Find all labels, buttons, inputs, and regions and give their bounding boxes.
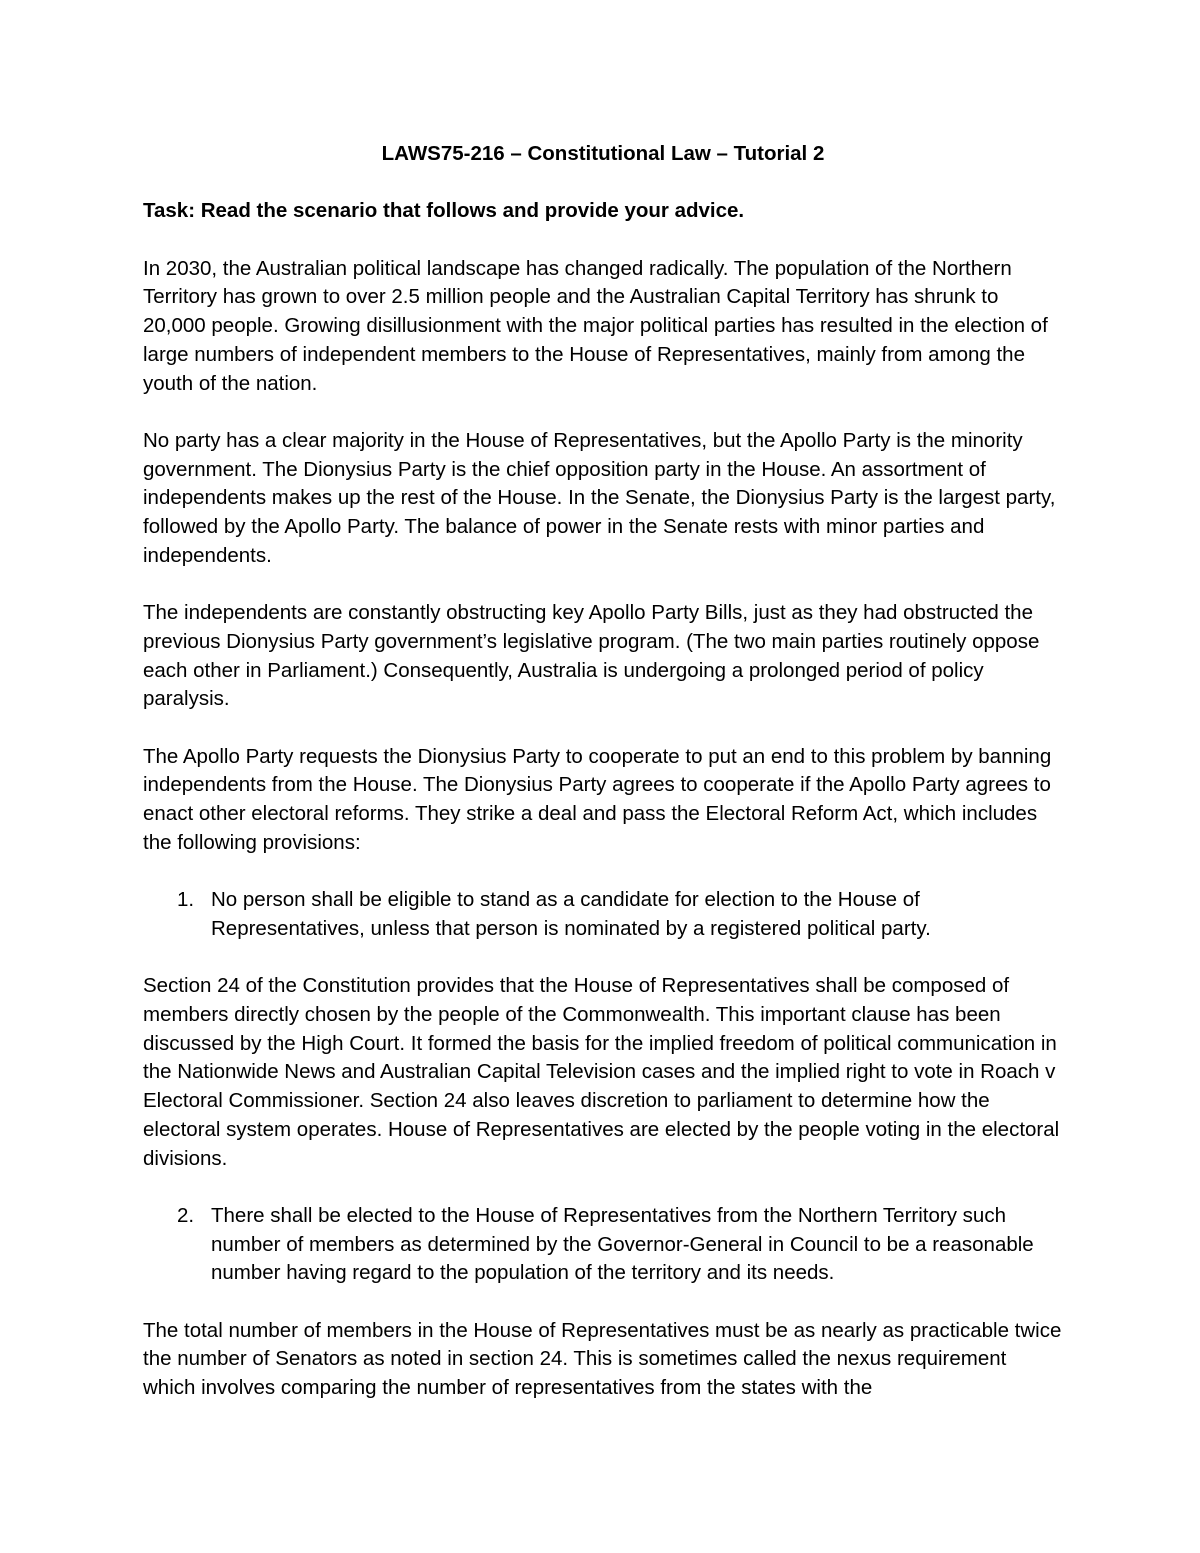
provision-2 <box>143 1202 1063 1288</box>
provision-1-text: No person shall be eligible to stand as a candidate for election to the House of Representatives, unless that person is nominated by a registered political party. <box>211 888 931 940</box>
provision-2-text: There shall be elected to the House of Representatives from the Northern Territory such number of members as determined by the Governor-General in Council to be a reasonable number having regard to the population of the territory and its needs. <box>211 1203 1034 1285</box>
scenario-paragraph-1: In 2030, the Australian political landscape has changed radically. The population of the Northern Territory has grown to over 2.5 million people and the Australian Capital Territory has shrunk to 20,000 people. Growing disillusionment with the major political parties has resulted in the election of large numbers of independent members to the House of Representatives, mainly from among the youth of the nation. <box>143 256 1048 395</box>
provision-2-number: 2. <box>177 1203 195 1227</box>
scenario-paragraph-3: The independents are constantly obstructing key Apollo Party Bills, just as they had obstructed the previous Dionysius Party government’s legislative program. (The two main parties routinely oppose each other in Parliament.) Consequently, Australia is undergoing a prolonged period of policy paralysis. <box>143 601 1040 711</box>
scenario-paragraph-4: The Apollo Party requests the Dionysius Party to cooperate to put an end to this problem by banning independents from the House. The Dionysius Party agrees to cooperate if the Apollo Party agrees to enact other electoral reforms. They strike a deal and pass the Electoral Reform Act, which includes the following provisions: <box>143 744 1052 854</box>
document-body <box>143 140 1063 1431</box>
document-title: LAWS75-216 – Constitutional Law – Tutorial 2 <box>381 142 825 165</box>
nexus-paragraph: The total number of members in the House of Representatives must be as nearly as practicable twice the number of Senators as noted in section 24. This is sometimes called the nexus requirement which involves comparing the number of representatives from the states with the <box>143 1318 1062 1400</box>
provision-1-number: 1. <box>177 888 195 912</box>
provision-1 <box>143 886 1063 943</box>
scenario-paragraph-2: No party has a clear majority in the House of Representatives, but the Apollo Party is the minority government. The Dionysius Party is the chief opposition party in the House. An assortment of independents makes up the rest of the House. In the Senate, the Dionysius Party is the largest party, followed by the Apollo Party. The balance of power in the Senate rests with minor parties and independents. <box>143 428 1056 567</box>
task-instruction: Task: Read the scenario that follows and provide your advice. <box>143 199 745 223</box>
section-24-paragraph: Section 24 of the Constitution provides that the House of Representatives shall be composed of members directly chosen by the people of the Commonwealth. This important clause has been discussed by the High Court. It formed the basis for the implied freedom of political communication in the Nationwide News and Australian Capital Television cases and the implied right to vote in Roach v Electoral Commissioner. Section 24 also leaves discretion to parliament to determine how the electoral system operates. House of Representatives are elected by the people voting in the electoral divisions. <box>143 974 1060 1170</box>
